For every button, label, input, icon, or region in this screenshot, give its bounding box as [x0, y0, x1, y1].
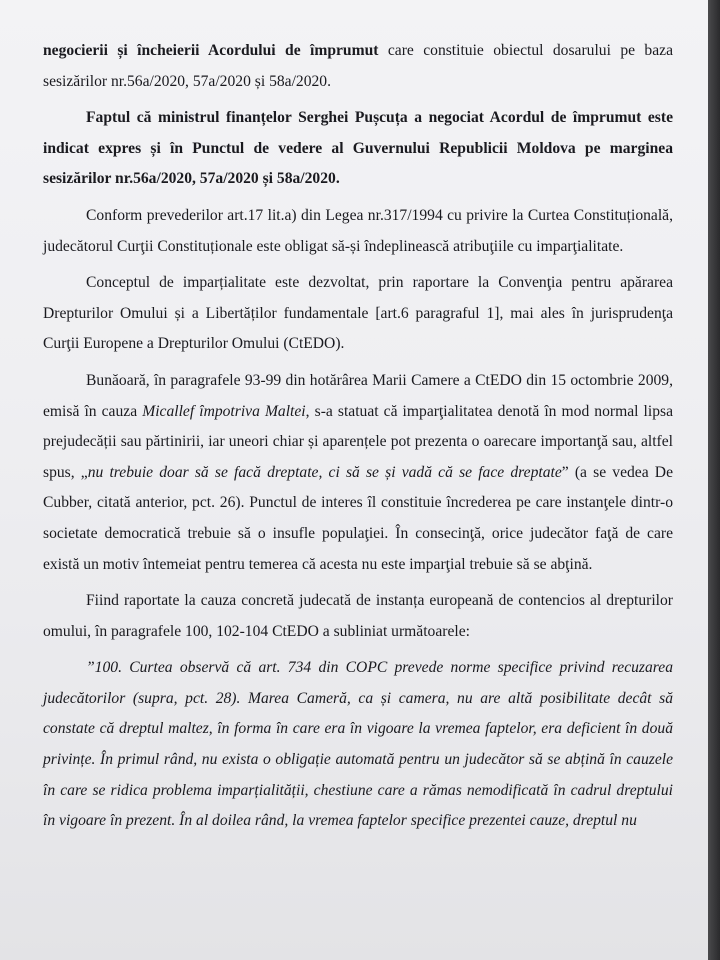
paragraph-5-a: Bunăoară, în paragrafele 93-99 din hotărârea Marii Camere a CtEDO din 15 octombrie 2009, emisă în cauza: [43, 371, 673, 420]
paragraph-4: Conceptul de imparțialitate este dezvoltat, prin raportare la Convenţia pentru apărarea Drepturilor Omului și a Libertăților fundamentale [art.6 paragraful 1], mai ales în jurisprudenţa Curţii Europene a Drepturilor Omului (CtEDO).: [43, 274, 673, 353]
document-text: [43, 36, 673, 843]
paragraph-3: Conform prevederilor art.17 lit.a) din Legea nr.317/1994 cu privire la Curtea Constituțională, judecătorul Curţii Constituționale este obligat să-și îndeplinească atribuţiile cu imparţialitate.: [43, 206, 673, 255]
paragraph-5-b: , s-a statuat că imparţialitatea denotă în mod normal lipsa prejudecății sau părtinirii, iar uneori chiar și aparențele pot prezenta o oarecare importanţă sau, altfel spus, „: [43, 402, 673, 481]
paragraph-1-rest: care constituie obiectul dosarului pe baza sesizărilor nr.56a/2020, 57a/2020 și 58a/2020.: [43, 42, 673, 90]
paragraph-2: Faptul că ministrul finanțelor Serghei Pușcuța a negociat Acordul de împrumut este indicat expres și în Punctul de vedere al Guvernului Republicii Moldova pe marginea sesizărilor nr.56a/2020, 57a/2020 și 58a/2020.: [43, 109, 673, 188]
quotation: nu trebuie doar să se facă dreptate, ci să se și vadă că se face dreptate: [87, 463, 562, 481]
paragraph-1-bold: negocierii și încheierii Acordului de împrumut: [43, 42, 379, 59]
paragraph-6: Fiind raportate la cauza concretă judecată de instanța europeană de contencios al drepturilor omului, în paragrafele 100, 102-104 CtEDO a subliniat următoarele:: [43, 592, 673, 640]
paragraph-7-quote: ”100. Curtea observă că art. 734 din COPC prevede norme specifice privind recuzarea judecătorilor (supra, pct. 28). Marea Cameră, ca și camera, nu are altă posibilitate decât să constate că dreptul maltez, în forma în care era în vigoare la vremea faptelor, era deficient în două privințe. În primul rând, nu exista o obligație automată pentru un judecător să se abțină în cauzele în care se ridica problema imparțialității, chestiune care a rămas nemodificată în cadrul dreptului în vigoare în prezent. În al doilea rând, la vremea faptelor specifice prezentei cauze, dreptul nu: [43, 659, 673, 830]
background-edge: [708, 0, 720, 960]
paragraph-5-c: ” (a se vedea De Cubber, citată anterior, pct. 26). Punctul de interes îl constituie încrederea pe care instanţele dintr-o societate democratică trebuie să o insufle populaţiei. În consecinţă, orice judecător faţă de care există un motiv întemeiat pentru temerea că acesta nu este imparţial trebuie să se abţină.: [43, 463, 673, 573]
paragraph-5: [43, 366, 673, 580]
case-name: Micallef împotriva Maltei: [142, 402, 306, 420]
paragraph-1: [43, 36, 673, 97]
